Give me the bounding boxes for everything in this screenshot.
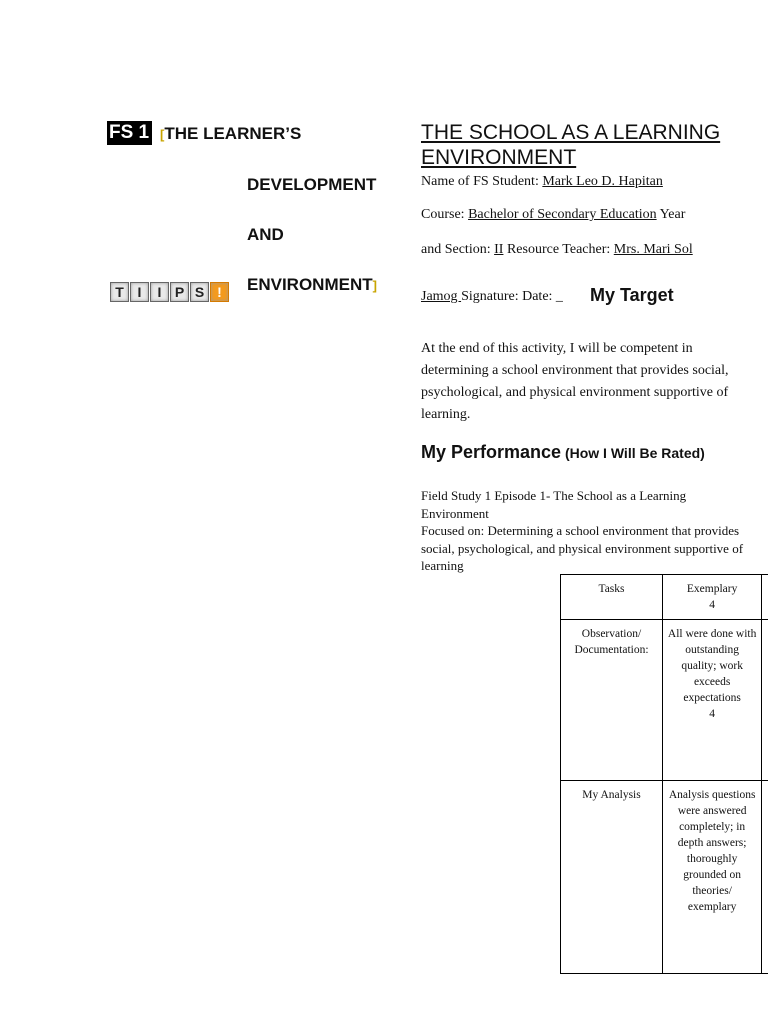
desc-cell xyxy=(663,620,762,781)
score-text: 4 xyxy=(709,708,716,720)
focus-line: Focused on: Determining a school environment that provides social, psychological, and physical environment supportive of learning xyxy=(421,523,744,573)
section-line xyxy=(421,242,693,258)
performance-heading xyxy=(421,442,705,463)
header-exemplary-score: 4 xyxy=(709,599,716,611)
table-row xyxy=(561,781,768,974)
desc-text: All were done with outstanding quality; work exceeds expectations xyxy=(667,628,757,704)
title-text-4: ENVIRONMENT xyxy=(247,275,373,294)
task-cell: My Analysis xyxy=(561,781,663,974)
target-heading: My Target xyxy=(590,285,674,305)
bracket-close: ] xyxy=(372,278,377,293)
desc-cell: Analysis questions were answered completely; in depth answers; thoroughly grounded on theories/ exemplary xyxy=(663,781,762,974)
title-text-1: THE LEARNER’S xyxy=(164,124,302,143)
course-label: Course: xyxy=(421,207,469,222)
course-value: Bachelor of Secondary Education xyxy=(468,207,657,222)
section-label: and Section: xyxy=(421,242,495,257)
field-study-description xyxy=(421,487,756,575)
student-label: Name of FS Student: xyxy=(421,174,543,189)
fs-badge: FS 1 xyxy=(107,121,152,145)
field-study-line: Field Study 1 Episode 1- The School as a Learning Environment xyxy=(421,488,687,521)
table-edge xyxy=(762,575,768,620)
target-body: At the end of this activity, I will be competent in determining a school environment that provides social, psychological, and physical environment supportive of learning. xyxy=(421,341,729,422)
signature-label: Signature: Date: _ xyxy=(461,289,563,304)
logo-tile: T xyxy=(110,282,129,302)
student-name-line xyxy=(421,174,663,190)
section-value: II xyxy=(494,242,504,257)
header-tasks: Tasks xyxy=(561,575,663,620)
logo-tile: P xyxy=(170,282,189,302)
table-edge xyxy=(762,781,768,974)
logo-tile: I xyxy=(130,282,149,302)
bracket-open: [ xyxy=(160,127,165,142)
signature-line xyxy=(421,289,563,305)
performance-title: My Performance xyxy=(421,442,562,462)
exclamation-icon: ! xyxy=(210,282,229,302)
header-exemplary xyxy=(663,575,762,620)
student-value: Mark Leo D. Hapitan xyxy=(542,174,663,189)
teacher-value: Mrs. Mari Sol xyxy=(613,242,693,257)
tips-logo xyxy=(110,282,229,302)
left-title-line-1 xyxy=(160,124,301,144)
table-row xyxy=(561,620,768,781)
table-header-row xyxy=(561,575,768,620)
task-cell: Observation/ Documentation: xyxy=(561,620,663,781)
left-title-line-4 xyxy=(247,275,377,295)
teacher-value-cont: Jamog xyxy=(421,289,462,304)
year-label: Year xyxy=(656,207,686,222)
performance-subtitle: (How I Will Be Rated) xyxy=(561,445,705,461)
rubric-table xyxy=(560,574,768,974)
left-title-line-2: DEVELOPMENT xyxy=(247,175,377,194)
left-title-line-3: AND xyxy=(247,225,284,244)
teacher-label: Resource Teacher: xyxy=(503,242,614,257)
logo-tile: S xyxy=(190,282,209,302)
page-title: THE SCHOOL AS A LEARNING ENVIRONMENT xyxy=(421,121,721,169)
table-edge xyxy=(762,620,768,781)
header-exemplary-label: Exemplary xyxy=(686,583,738,595)
course-line xyxy=(421,207,685,223)
logo-tile: I xyxy=(150,282,169,302)
